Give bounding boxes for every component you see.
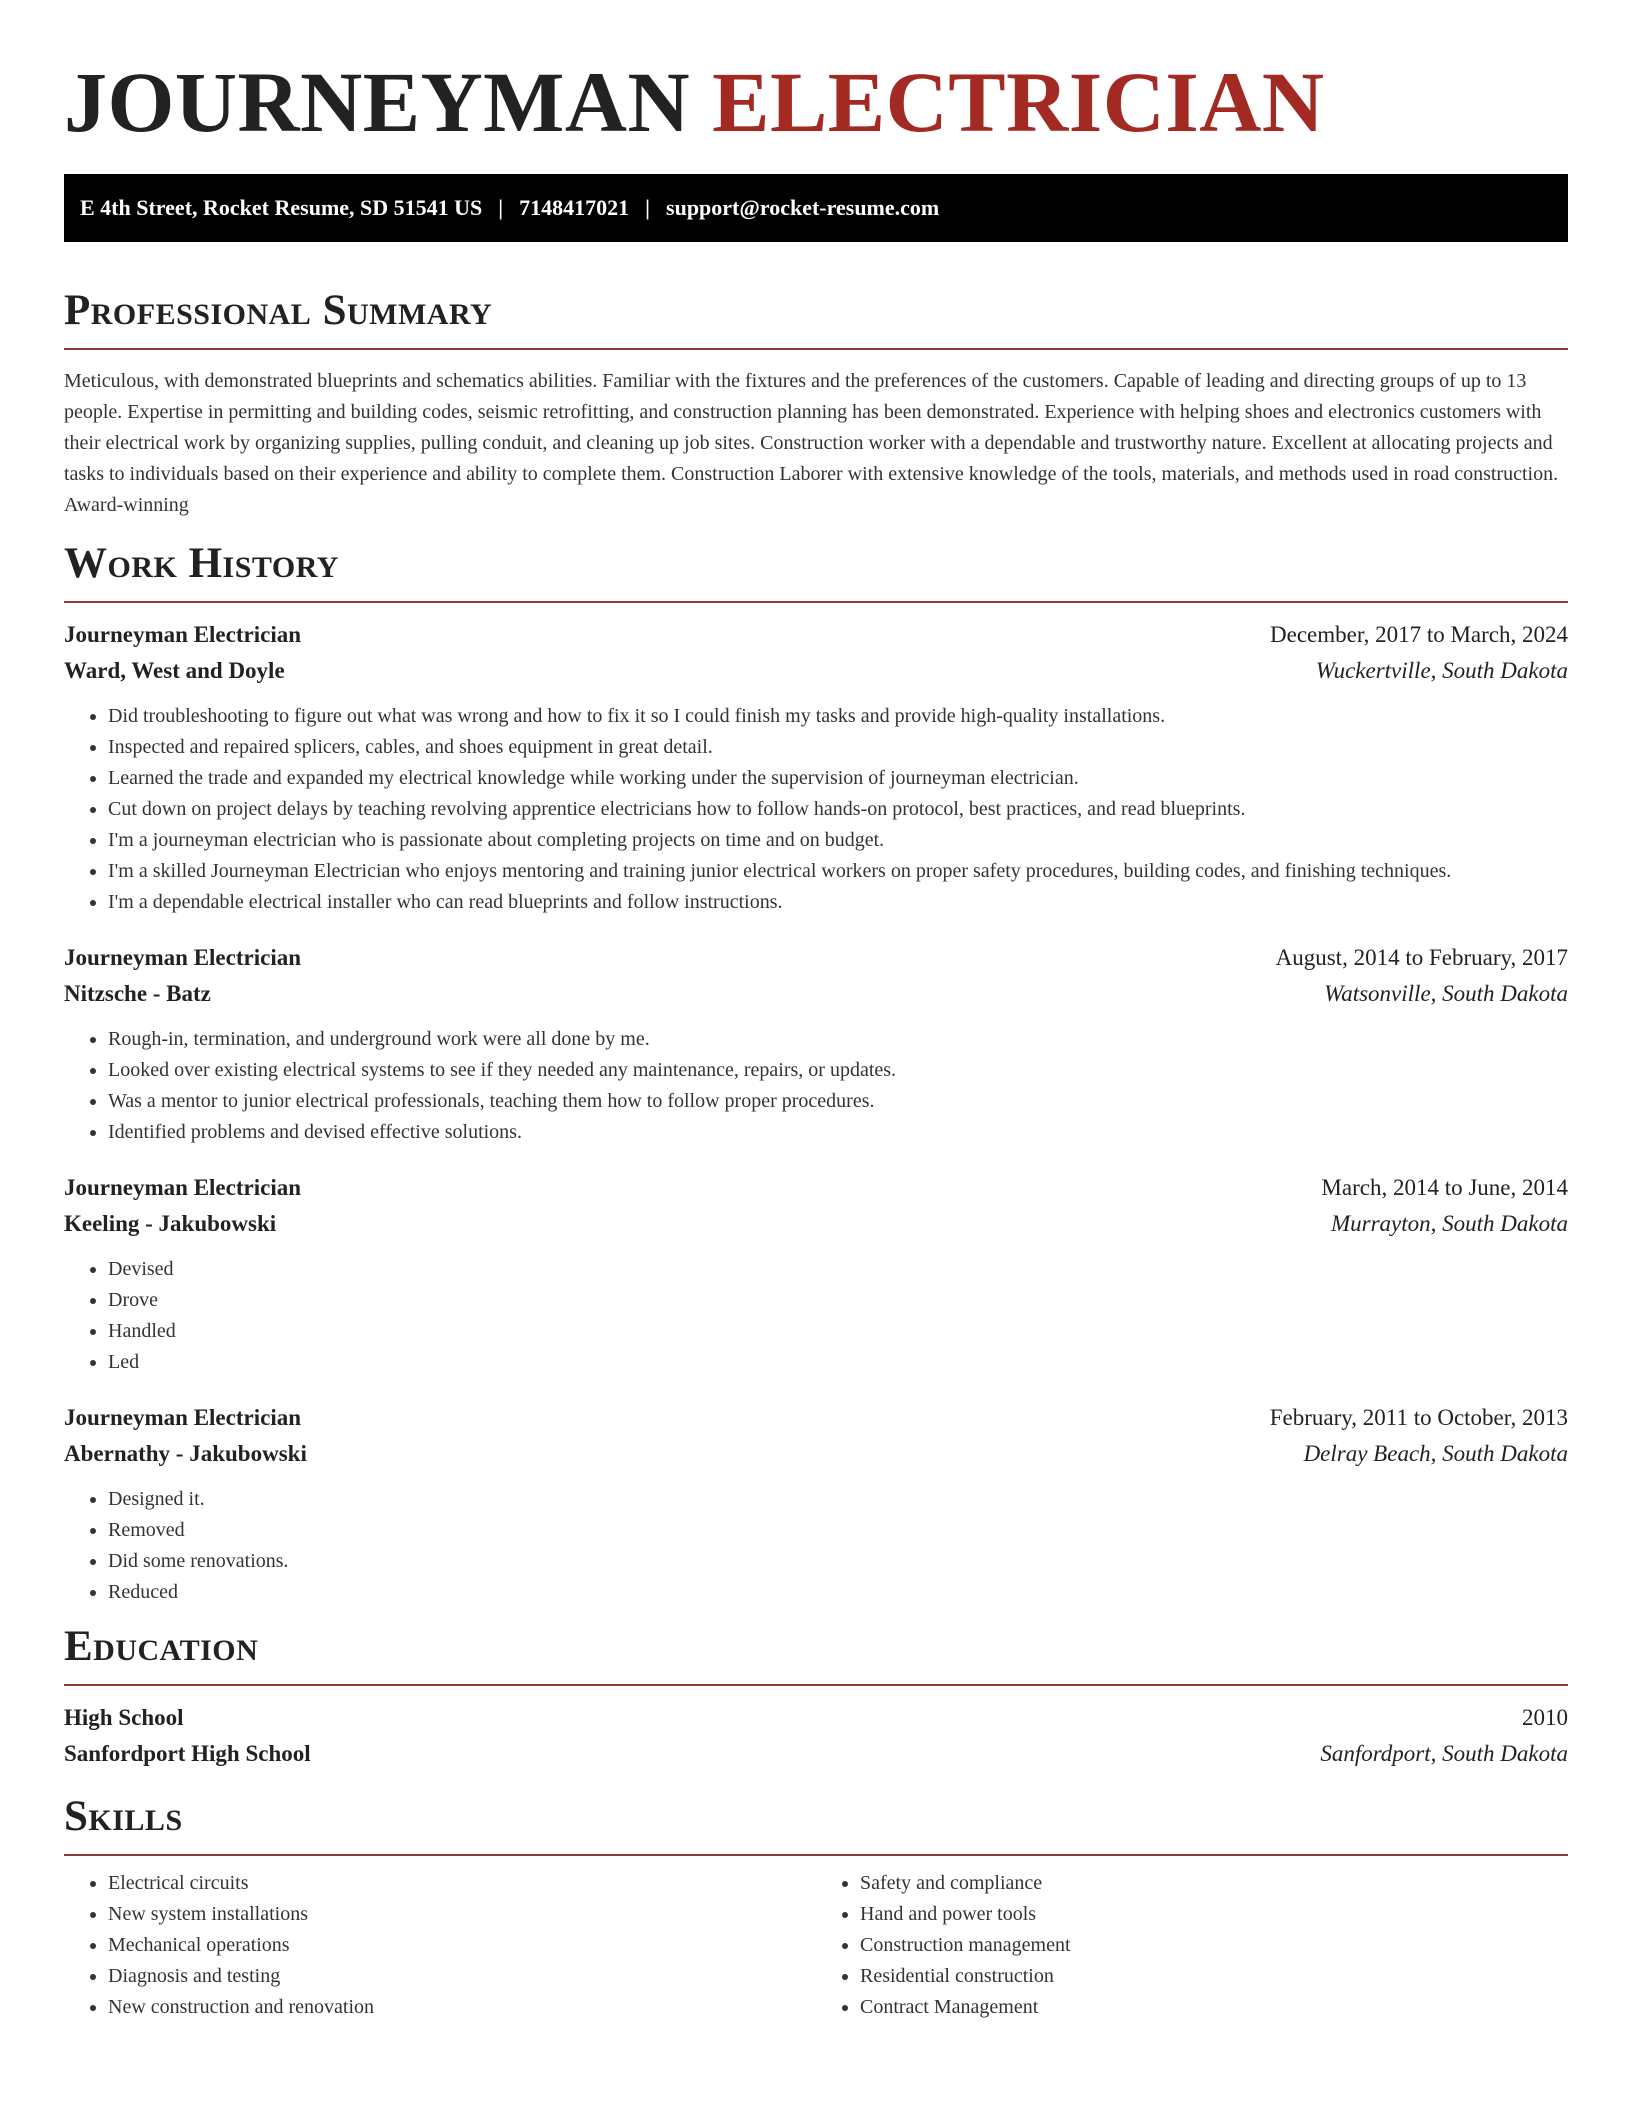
job-subheader	[64, 1436, 1568, 1472]
job-title: Journeyman Electrician	[64, 622, 301, 647]
skills-list-right	[816, 1868, 1568, 2023]
job-entry	[64, 617, 1568, 918]
education-degree: High School	[64, 1705, 184, 1730]
job-bullet: • Removed	[108, 1515, 1568, 1546]
work-section	[64, 539, 1568, 1608]
summary-section	[64, 286, 1568, 521]
job-dates: December, 2017 to March, 2024	[1270, 622, 1568, 647]
education-year: 2010	[1522, 1705, 1568, 1730]
skill-item: • Residential construction	[860, 1961, 1568, 1992]
job-title: Journeyman Electrician	[64, 1175, 301, 1200]
education-subheader	[64, 1736, 1568, 1772]
section-title-skills: Skills	[64, 1793, 183, 1840]
job-entry	[64, 940, 1568, 1148]
job-title: Journeyman Electrician	[64, 1405, 301, 1430]
job-bullet: • I'm a skilled Journeyman Electrician who enjoys mentoring and training junior electrical workers on proper safety procedures, building codes, and finishing techniques.	[108, 856, 1568, 887]
job-bullet: • Drove	[108, 1285, 1568, 1316]
job-bullet: • I'm a dependable electrical installer who can read blueprints and follow instructions.	[108, 887, 1568, 918]
contact-email[interactable]: support@rocket-resume.com	[666, 195, 940, 220]
job-bullet: • Identified problems and devised effective solutions.	[108, 1117, 1568, 1148]
name-last: ELECTRICIAN	[712, 54, 1325, 150]
name-first: JOURNEYMAN	[64, 54, 691, 150]
job-company: Ward, West and Doyle	[64, 658, 285, 683]
job-bullets	[64, 1254, 1568, 1378]
job-header	[64, 940, 1568, 976]
job-location: Delray Beach, South Dakota	[1303, 1441, 1568, 1466]
job-bullet: • Devised	[108, 1254, 1568, 1285]
job-bullet: • Did some renovations.	[108, 1546, 1568, 1577]
job-bullet: • Inspected and repaired splicers, cables, and shoes equipment in great detail.	[108, 732, 1568, 763]
job-bullet: • I'm a journeyman electrician who is passionate about completing projects on time and on budget.	[108, 825, 1568, 856]
job-location: Wuckertville, South Dakota	[1315, 658, 1568, 683]
skill-item: • Mechanical operations	[108, 1930, 816, 1961]
section-title-summary: Professional Summary	[64, 287, 493, 334]
skill-item: • New system installations	[108, 1899, 816, 1930]
skill-item: • Hand and power tools	[860, 1899, 1568, 1930]
skill-item: • Diagnosis and testing	[108, 1961, 816, 1992]
section-divider	[64, 1684, 1568, 1686]
job-bullets	[64, 1484, 1568, 1608]
job-bullet: • Was a mentor to junior electrical professionals, teaching them how to follow proper procedures.	[108, 1086, 1568, 1117]
section-title-work: Work History	[64, 540, 339, 587]
skill-item: • New construction and renovation	[108, 1992, 816, 2023]
job-company: Nitzsche - Batz	[64, 981, 211, 1006]
job-bullet: • Looked over existing electrical systems to see if they needed any maintenance, repairs, or updates.	[108, 1055, 1568, 1086]
job-bullets	[64, 1024, 1568, 1148]
job-subheader	[64, 653, 1568, 689]
job-dates: February, 2011 to October, 2013	[1269, 1405, 1568, 1430]
resume-name	[64, 56, 1568, 148]
skills-columns	[64, 1868, 1568, 2023]
job-header	[64, 1170, 1568, 1206]
job-location: Watsonville, South Dakota	[1324, 981, 1568, 1006]
contact-phone[interactable]: 7148417021	[519, 195, 630, 220]
skill-item: • Electrical circuits	[108, 1868, 816, 1899]
skill-item: • Construction management	[860, 1930, 1568, 1961]
education-entry	[64, 1700, 1568, 1772]
education-location: Sanfordport, South Dakota	[1320, 1741, 1568, 1766]
job-header	[64, 1400, 1568, 1436]
job-bullet: • Learned the trade and expanded my electrical knowledge while working under the supervision of journeyman electrician.	[108, 763, 1568, 794]
summary-text: Meticulous, with demonstrated blueprints and schematics abilities. Familiar with the fixtures and the preferences of the customers. Capable of leading and directing groups of up to 13 people. Expertise in permitting and building codes, seismic retrofitting, and construction planning has been demonstrated. Experience with helping shoes and electronics customers with their electrical work by organizing supplies, pulling conduit, and cleaning up job sites. Construction worker with a dependable and trustworthy nature. Excellent at allocating projects and tasks to individuals based on their experience and ability to complete them. Construction Laborer with extensive knowledge of the tools, materials, and methods used in road construction. Award-winning	[64, 370, 1559, 516]
job-bullet: • Cut down on project delays by teaching revolving apprentice electricians how to follow hands-on protocol, best practices, and read blueprints.	[108, 794, 1568, 825]
skills-section	[64, 1792, 1568, 2023]
skills-list-left	[64, 1868, 816, 2023]
job-bullet: • Designed it.	[108, 1484, 1568, 1515]
contact-bar	[64, 174, 1568, 242]
job-header	[64, 617, 1568, 653]
job-dates: August, 2014 to February, 2017	[1275, 945, 1568, 970]
job-entry	[64, 1400, 1568, 1608]
section-divider	[64, 601, 1568, 603]
job-bullets	[64, 701, 1568, 918]
job-bullet: • Rough-in, termination, and underground work were all done by me.	[108, 1024, 1568, 1055]
education-section	[64, 1622, 1568, 1772]
job-bullet: • Led	[108, 1347, 1568, 1378]
job-company: Keeling - Jakubowski	[64, 1211, 277, 1236]
job-bullet: • Handled	[108, 1316, 1568, 1347]
education-header	[64, 1700, 1568, 1736]
education-school: Sanfordport High School	[64, 1741, 311, 1766]
job-bullet: • Reduced	[108, 1577, 1568, 1608]
section-divider	[64, 348, 1568, 350]
job-company: Abernathy - Jakubowski	[64, 1441, 307, 1466]
job-title: Journeyman Electrician	[64, 945, 301, 970]
job-dates: March, 2014 to June, 2014	[1321, 1175, 1568, 1200]
contact-separator: |	[498, 195, 504, 220]
contact-separator: |	[645, 195, 651, 220]
section-divider	[64, 1854, 1568, 1856]
job-bullet: • Did troubleshooting to figure out what was wrong and how to fix it so I could finish my tasks and provide high-quality installations.	[108, 701, 1568, 732]
section-title-education: Education	[64, 1623, 259, 1670]
job-location: Murrayton, South Dakota	[1330, 1211, 1568, 1236]
skill-item: • Contract Management	[860, 1992, 1568, 2023]
job-subheader	[64, 976, 1568, 1012]
skill-item: • Safety and compliance	[860, 1868, 1568, 1899]
job-entry	[64, 1170, 1568, 1378]
job-subheader	[64, 1206, 1568, 1242]
contact-address: E 4th Street, Rocket Resume, SD 51541 US	[80, 195, 483, 220]
